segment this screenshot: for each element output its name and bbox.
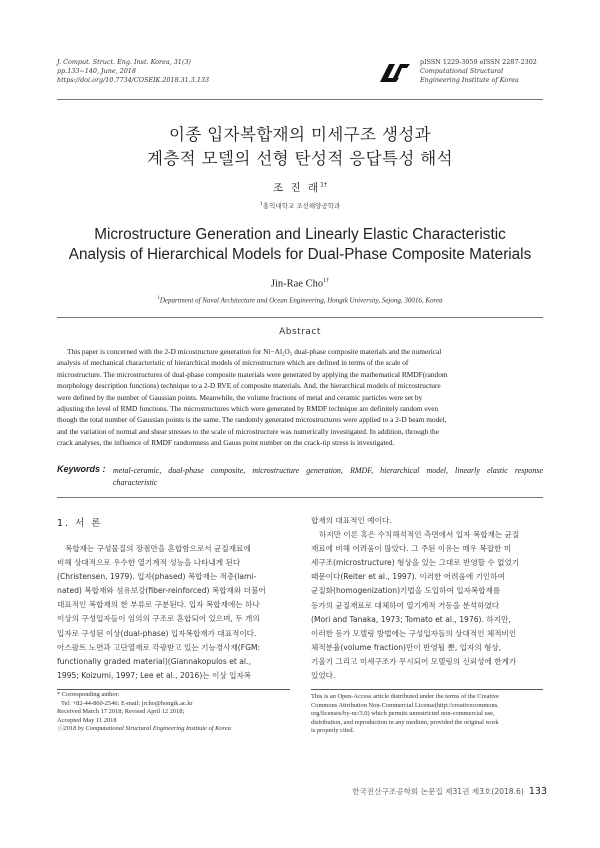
publisher-line-1: Computational Structural (420, 67, 504, 75)
abstract-line: This paper is concerned with the 2-D micostructure generation for Ni−Al₂O₃ dual-phase composite materials and the numerical (67, 347, 442, 356)
open-access-line: Commons Attribution Non-Commercial License(http://creativecommons. (311, 701, 499, 709)
body-line: 재료에 비해 어려움이 많았다. 그 주된 이유는 매우 복잡한 미 (311, 544, 512, 554)
abstract-line: were defined by the number of Gaussian points. Meanwhile, the volume fractions of metal and ceramic particles were set by (57, 392, 423, 402)
body-line: functionally graded material)(Giannakopulos et al., (57, 656, 251, 666)
title-en-line-2: Analysis of Hierarchical Models for Dual-Phase Composite Materials (68, 246, 532, 263)
affiliation-ko-sup: 1 (259, 201, 263, 207)
body-line: 아스팔트 노면과 고단열재로 각광받고 있는 기능경사재(FGM: (57, 642, 261, 652)
page-footer (300, 786, 547, 797)
open-access-line: org/licenses/by-nc/3.0) which permits unrestricted non-commercial use, (311, 710, 495, 718)
abstract-line: morphology description functions) technique to a 2-D RVE of composite materials. And, the hierarchical models of microstructure (57, 381, 441, 391)
journal-name: J. Comput. Struct. Eng. Inst. Korea, 31(3) (57, 58, 191, 66)
affiliation-en (57, 296, 543, 304)
page-number: 133 (528, 786, 547, 797)
body-line: 대표적인 복합재의 한 부류로 구분된다. 입자 복합재에는 하나 (57, 600, 260, 610)
body-line: 이러한 등가 모델링 방법에는 구성입자들의 상대적인 체적비인 (311, 628, 517, 638)
footnote-line: Received March 17 2018; Revised April 12 2018; (57, 708, 185, 716)
footnote-rule (57, 689, 290, 690)
body-line: 체적분율(volume fraction)만이 반영될 뿐, 입자의 형상, (311, 642, 502, 652)
header-rule (57, 99, 543, 100)
abstract-line: analysis of mechanical characteristic of hierarchical models of microstructure which are defined in terms of the scale of (57, 358, 409, 368)
body-line: 세구조(microstructure) 형상을 있는 그대로 반영할 수 없었기 (311, 558, 520, 568)
author-en-sup: 1† (323, 278, 330, 284)
body-line: 1995; Koizumi, 1997; Lee et al., 2016)는 이상 입자복 (57, 670, 252, 680)
title-ko-line-2: 계층적 모델의 선형 탄성적 응답특성 해석 (147, 149, 453, 168)
body-line: 합재의 대표적인 예이다. (311, 516, 392, 525)
open-access-line: This is an Open-Access article distributed under the terms of the Creative (311, 693, 499, 700)
body-line: 기울기 그리고 미세구조가 무시되어 모델링의 신뢰성에 한계가 (311, 656, 517, 666)
footnote-line: Accepted May 11 2018 (57, 716, 117, 724)
footnote-line: Tel: +82-44-860-2546; E-mail: jrcho@hongik.ac.kr (61, 699, 193, 707)
left-column-body (57, 542, 290, 683)
affiliation-ko-text: 홍익대학교 조선해양공학과 (262, 202, 341, 211)
affiliation-en-sup: 1 (157, 296, 160, 301)
footer-journal: 한국전산구조공학회 논문집 제31권 제3호(2018.6) (352, 787, 524, 796)
abstract-line: crack analyses, the influence of RMDF randomness and Gauss point number on the crack-tip stress is investigated. (57, 438, 395, 448)
body-line: 비해 상대적으로 우수한 열기계적 성능을 나타내게 된다 (57, 558, 241, 568)
body-line: 등가의 균질재료로 대체하여 열기계적 거동을 분석하였다 (311, 600, 500, 610)
journal-citation (57, 58, 317, 85)
right-column-body (311, 514, 543, 683)
footnote-line: ⓒ2018 by Computational Structural Engineering Institute of Korea (57, 725, 231, 733)
section-heading: 1. 서 론 (57, 518, 103, 529)
body-line: 있었다. (311, 671, 336, 681)
author-en (57, 278, 543, 290)
doi-link[interactable]: https://doi.org/10.7734/COSEIK.2018.31.3.133 (57, 76, 210, 84)
keywords-label: Keywords : (57, 464, 106, 474)
issn-block (420, 58, 570, 85)
body-line: 복합재는 구성물질의 장점만을 혼합함으로서 균질재료에 (65, 544, 251, 553)
body-line: nated) 복합재와 섬유보강(fiber-reinforced) 복합재와 더불어 (57, 586, 266, 596)
affiliation-ko (57, 201, 543, 210)
body-line: 입자로 구성된 이상(dual-phase) 입자복합재가 대표적이다. (57, 628, 257, 638)
abstract-line: and the variation of normal and shear stresses to the scale of microstructure was numerically investigated. In addition, through the (57, 426, 439, 436)
abstract-line: though the total number of Gaussian points is the same. The randomly generated microstructures were applied to a 2-D beam model, (57, 415, 447, 425)
body-line: 하지만 이론 혹은 수치해석적인 측면에서 입자 복합재는 균질 (319, 530, 520, 540)
issn: pISSN 1229-3059 eISSN 2287-2302 (420, 58, 537, 66)
keywords-text: metal-ceramic, dual-phase composite, microstructure generation, RMDF, hierarchical model, linearly elastic response characteristic (113, 466, 543, 487)
body-line: 균질화(homogenization)기법을 도입하여 입자복합재를 (311, 586, 501, 596)
body-line: (Christensen, 1979). 입자(phased) 복합재는 적층(lami- (57, 572, 257, 582)
abstract-line: adjusting the level of RMD functions. The microstructures which were generated by RMDF technique are definitely random even (57, 404, 439, 414)
author-ko-name: 조 진 래 (273, 182, 321, 194)
keywords-rule (57, 497, 543, 498)
open-access-rule (311, 689, 543, 690)
title-en-line-1: Microstructure Generation and Linearly Elastic Characteristic (94, 226, 506, 243)
footnote-block (57, 691, 293, 734)
publisher-line-2: Engineering Institute of Korea (420, 76, 519, 84)
title-ko-line-1: 이종 입자복합재의 미세구조 생성과 (168, 125, 432, 144)
author-ko-sup: 1† (320, 181, 327, 189)
abstract-line: microstructure. The microstructures of dual-phase composite materials were generated by applying the mathematical RMDF(random (57, 369, 448, 379)
footnote-line: * Corresponding author: (57, 691, 120, 698)
body-line: (Mori and Tanaka, 1973; Tomato et al., 1976). 하지만, (311, 614, 511, 624)
abstract-heading: Abstract (279, 327, 321, 337)
author-en-name: Jin-Rae Cho (270, 278, 324, 290)
open-access-line: is properly cited. (311, 727, 355, 735)
coseik-logo-icon (379, 61, 411, 83)
journal-pages: pp.133~140, June, 2018 (57, 67, 136, 75)
abstract-rule (57, 317, 543, 318)
body-line: 이상의 구성입자들이 임의의 구조로 혼합되어 있으며, 두 개의 (57, 614, 260, 624)
abstract-body (57, 346, 543, 449)
open-access-block (311, 693, 543, 736)
author-ko (57, 180, 543, 195)
body-line: 때문이다(Reiter et al., 1997). 이러한 어려움에 기인하여 (311, 572, 505, 582)
open-access-line: distribution, and reproduction in any medium, provided the original work (311, 718, 499, 726)
affiliation-en-text: Department of Naval Architecture and Ocean Engineering, Hongik University, Sejong, 30016, Korea (159, 296, 443, 305)
